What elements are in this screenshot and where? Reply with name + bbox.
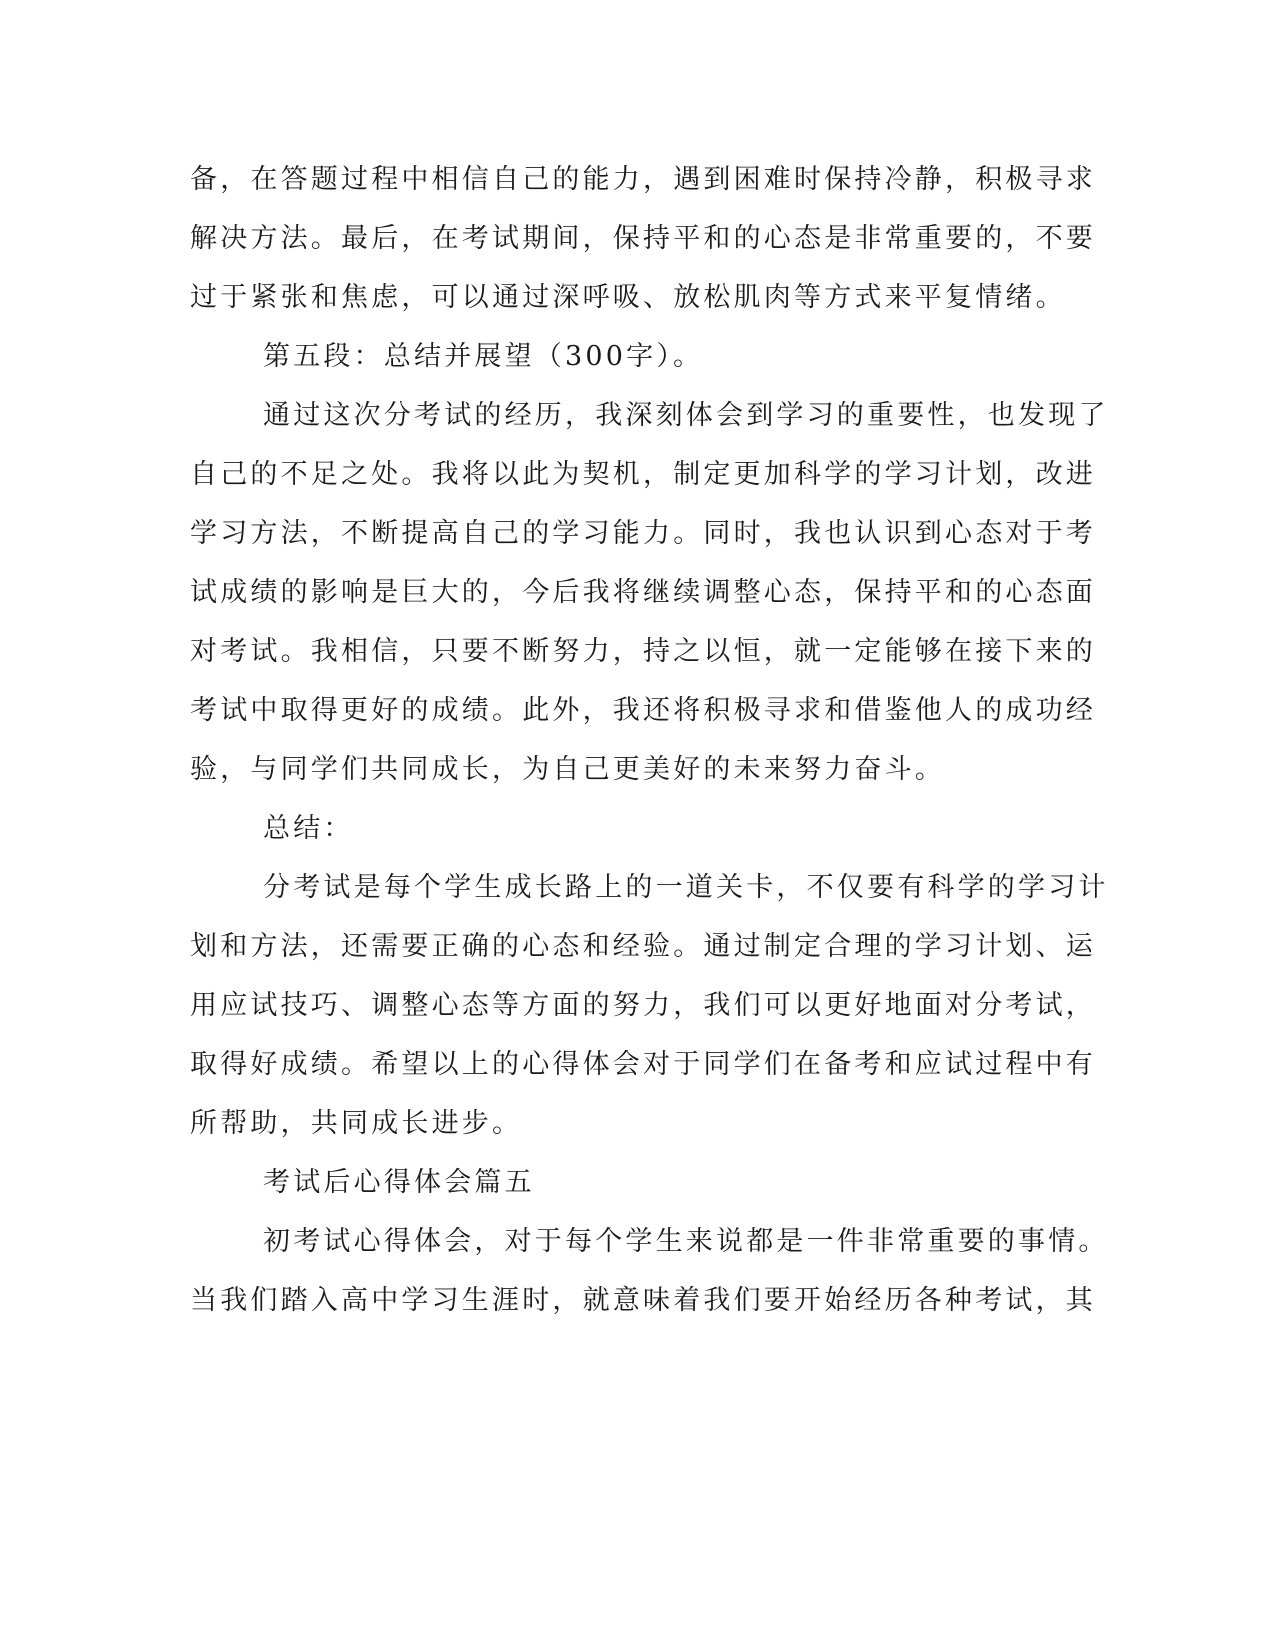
- text-line-3: 过于紧张和焦虑，可以通过深呼吸、放松肌肉等方式来平复情绪。: [190, 282, 1066, 313]
- text-line-5: 通过这次分考试的经历，我深刻体会到学习的重要性，也发现了: [263, 400, 1109, 431]
- text-line-10: 考试中取得更好的成绩。此外，我还将积极寻求和借鉴他人的成功经: [190, 695, 1096, 726]
- text-line-7: 学习方法，不断提高自己的学习能力。同时，我也认识到心态对于考: [190, 518, 1096, 549]
- text-line-19: 初考试心得体会，对于每个学生来说都是一件非常重要的事情。: [263, 1226, 1109, 1257]
- text-line-20: 当我们踏入高中学习生涯时，就意味着我们要开始经历各种考试，其: [190, 1285, 1096, 1316]
- text-line-9: 对考试。我相信，只要不断努力，持之以恒，就一定能够在接下来的: [190, 636, 1096, 667]
- section-heading: 第五段：总结并展望（300字）。: [263, 341, 704, 372]
- text-line-2: 解决方法。最后，在考试期间，保持平和的心态是非常重要的，不要: [190, 223, 1096, 254]
- text-line-13: 分考试是每个学生成长路上的一道关卡，不仅要有科学的学习计: [263, 872, 1109, 903]
- text-line-15: 用应试技巧、调整心态等方面的努力，我们可以更好地面对分考试，: [190, 990, 1096, 1021]
- text-line-16: 取得好成绩。希望以上的心得体会对于同学们在备考和应试过程中有: [190, 1049, 1096, 1080]
- text-line-1: 备，在答题过程中相信自己的能力，遇到困难时保持冷静，积极寻求: [190, 164, 1096, 195]
- text-line-6: 自己的不足之处。我将以此为契机，制定更加科学的学习计划，改进: [190, 459, 1096, 490]
- text-line-8: 试成绩的影响是巨大的，今后我将继续调整心态，保持平和的心态面: [190, 577, 1096, 608]
- summary-heading: 总结：: [263, 813, 354, 844]
- chapter-heading: 考试后心得体会篇五: [263, 1167, 535, 1198]
- text-line-17: 所帮助，共同成长进步。: [190, 1108, 523, 1139]
- text-line-14: 划和方法，还需要正确的心态和经验。通过制定合理的学习计划、运: [190, 931, 1096, 962]
- text-line-11: 验，与同学们共同成长，为自己更美好的未来努力奋斗。: [190, 754, 945, 785]
